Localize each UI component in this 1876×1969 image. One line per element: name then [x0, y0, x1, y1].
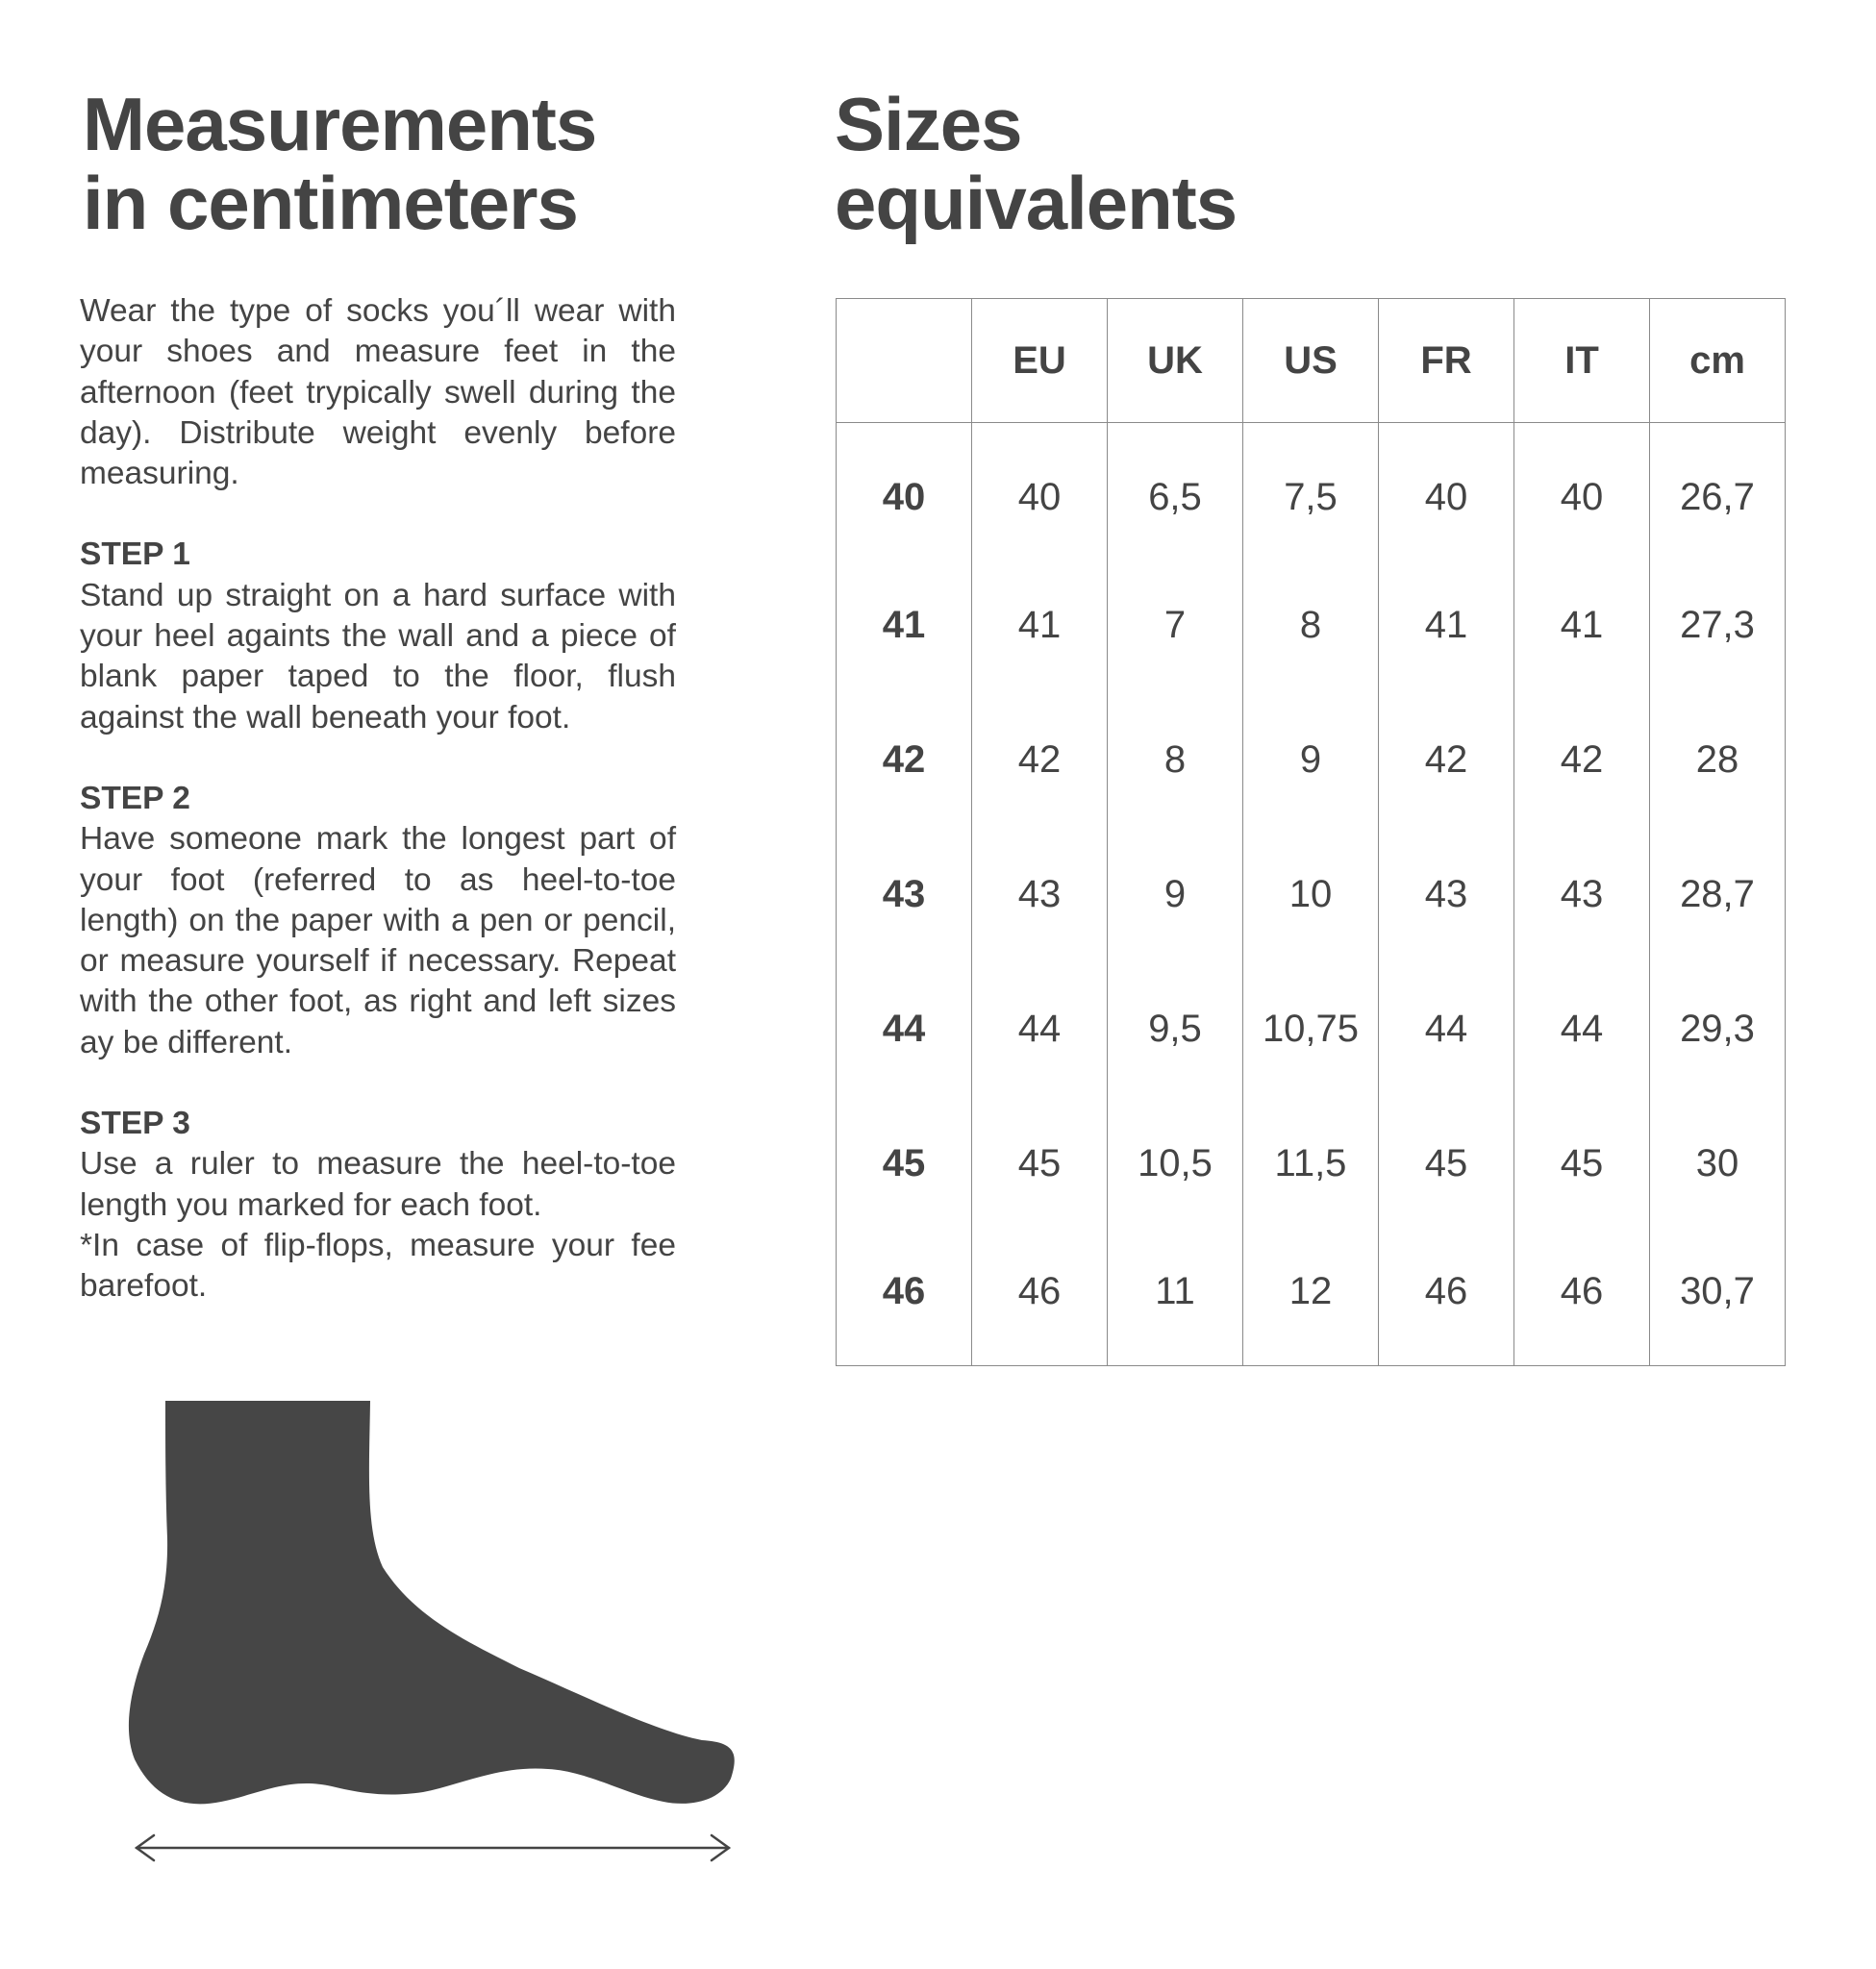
table-cell: 45: [972, 1096, 1108, 1231]
column-header-us: US: [1243, 299, 1379, 423]
table-cell: 8: [1108, 692, 1243, 827]
step-line: *In case of flip-flops, measure your fee: [80, 1227, 676, 1263]
double-arrow-icon: [137, 1835, 729, 1860]
step-title: STEP 3: [80, 1106, 190, 1142]
step-line: blank paper taped to the floor, flush: [80, 659, 676, 695]
table-cell: 11: [1108, 1231, 1243, 1366]
step-title: STEP 1: [80, 536, 190, 573]
table-cell: 45: [1379, 1096, 1514, 1231]
table-cell: 42: [1514, 692, 1650, 827]
step-line: length you marked for each foot.: [80, 1186, 542, 1223]
row-header: 44: [837, 961, 972, 1096]
table-cell: 46: [972, 1231, 1108, 1366]
page-title-measurements: [83, 82, 756, 245]
table-cell: 10: [1243, 827, 1379, 961]
table-cell: 45: [1514, 1096, 1650, 1231]
step-line: Have someone mark the longest part of: [80, 821, 676, 858]
intro-line: Wear the type of socks you´ll wear with: [80, 293, 676, 329]
table-cell: 41: [1379, 558, 1514, 692]
row-header: 41: [837, 558, 972, 692]
step-line: your heel againts the wall and a piece of: [80, 618, 676, 655]
row-header: 40: [837, 423, 972, 559]
table-cell: 43: [1379, 827, 1514, 961]
table-cell: 27,3: [1650, 558, 1786, 692]
title-line: Measurements: [83, 82, 597, 166]
step-line: against the wall beneath your foot.: [80, 699, 571, 735]
step-line: Stand up straight on a hard surface with: [80, 577, 676, 613]
table-cell: 29,3: [1650, 961, 1786, 1096]
foot-silhouette-icon: [129, 1401, 735, 1804]
table-cell: 7: [1108, 558, 1243, 692]
step-line: or measure yourself if necessary. Repeat: [80, 943, 676, 980]
table-cell: 40: [972, 423, 1108, 559]
table-cell: 44: [1379, 961, 1514, 1096]
step-line: Use a ruler to measure the heel-to-toe: [80, 1146, 676, 1183]
table-cell: 42: [1379, 692, 1514, 827]
intro-line: afternoon (feet trypically swell during the: [80, 374, 676, 411]
title-line: equivalents: [835, 161, 1238, 245]
step-1: [80, 535, 676, 737]
column-header-it: IT: [1514, 299, 1650, 423]
table-cell: 43: [1514, 827, 1650, 961]
table-cell: 26,7: [1650, 423, 1786, 559]
row-header: 45: [837, 1096, 972, 1231]
table-header-row: [837, 299, 1786, 423]
table-cell: 11,5: [1243, 1096, 1379, 1231]
column-header-fr: FR: [1379, 299, 1514, 423]
instructions: [80, 291, 676, 1308]
step-2: [80, 779, 676, 1063]
column-header-eu: EU: [972, 299, 1108, 423]
table-row: [837, 558, 1786, 692]
step-title: STEP 2: [80, 780, 190, 816]
table-cell: 12: [1243, 1231, 1379, 1366]
table-cell: 42: [972, 692, 1108, 827]
table-row: [837, 961, 1786, 1096]
page-title-sizes: [835, 82, 1508, 245]
table-cell: 30: [1650, 1096, 1786, 1231]
title-line: Sizes: [835, 82, 1022, 166]
step-line: ay be different.: [80, 1024, 293, 1060]
row-header: 46: [837, 1231, 972, 1366]
table-cell: 40: [1514, 423, 1650, 559]
table-row: [837, 1096, 1786, 1231]
table-cell: 41: [972, 558, 1108, 692]
table-cell: 44: [972, 961, 1108, 1096]
step-line: with the other foot, as right and left sizes: [80, 984, 676, 1020]
table-row: [837, 1231, 1786, 1366]
table-cell: 46: [1514, 1231, 1650, 1366]
table-cell: 9: [1108, 827, 1243, 961]
intro-line: your shoes and measure feet in the: [80, 334, 676, 370]
row-header: 42: [837, 692, 972, 827]
intro-line: measuring.: [80, 456, 239, 492]
table-cell: 9: [1243, 692, 1379, 827]
table-cell: 8: [1243, 558, 1379, 692]
table-cell: 10,75: [1243, 961, 1379, 1096]
title-line: in centimeters: [83, 161, 578, 245]
table-cell: 44: [1514, 961, 1650, 1096]
foot-illustration: [0, 1394, 769, 1894]
column-header-cm: cm: [1650, 299, 1786, 423]
column-header: [837, 299, 972, 423]
table-cell: 7,5: [1243, 423, 1379, 559]
step-line: barefoot.: [80, 1268, 208, 1305]
row-header: 43: [837, 827, 972, 961]
table-cell: 6,5: [1108, 423, 1243, 559]
table-cell: 9,5: [1108, 961, 1243, 1096]
table-cell: 30,7: [1650, 1231, 1786, 1366]
step-3: [80, 1104, 676, 1307]
table-cell: 41: [1514, 558, 1650, 692]
table-cell: 43: [972, 827, 1108, 961]
table-cell: 40: [1379, 423, 1514, 559]
column-header-uk: UK: [1108, 299, 1243, 423]
table-cell: 10,5: [1108, 1096, 1243, 1231]
table-row: [837, 692, 1786, 827]
table-cell: 46: [1379, 1231, 1514, 1366]
intro-line: day). Distribute weight evenly before: [80, 414, 676, 451]
size-equivalents-table: [836, 298, 1786, 1366]
table-cell: 28: [1650, 692, 1786, 827]
table-row: [837, 827, 1786, 961]
intro-paragraph: [80, 291, 676, 494]
table-row: [837, 423, 1786, 559]
step-line: your foot (referred to as heel-to-toe: [80, 861, 676, 898]
table-cell: 28,7: [1650, 827, 1786, 961]
step-line: length) on the paper with a pen or pencil,: [80, 902, 676, 938]
